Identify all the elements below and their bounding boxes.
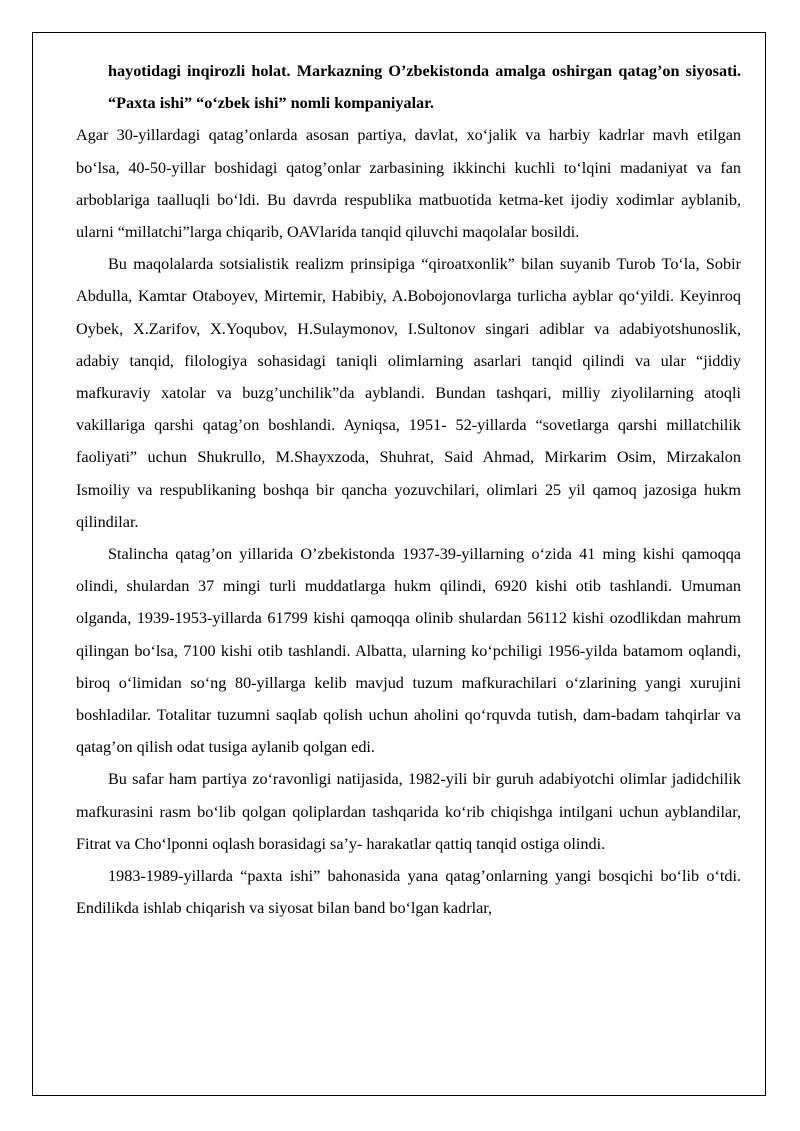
- paragraph-5: 1983-1989-yillarda “paxta ishi” bahonasida yana qatag’onlarning yangi bosqichi bo‘lib o‘tdi. Endilikda ishlab chiqarish va siyosat bilan band bo‘lgan kadrlar,: [76, 867, 741, 918]
- section-heading: hayotidagi inqirozli holat. Markazning O’zbekistonda amalga oshirgan qatag’on siyosati. “Paxta ishi” “o‘zbek ishi” nomli kompaniyalar.: [108, 62, 741, 113]
- paragraph-4: Bu safar ham partiya zo‘ravonligi natijasida, 1982-yili bir guruh adabiyotchi olimlar jadidchilik mafkurasini rasm bo‘lib qolgan qoliplardan tashqarida ko‘rib chiqishga intilgani uchun ayblandilar, Fitrat va Cho‘lponni oqlash borasidagi sa’y- harakatlar qattiq tanqid ostiga olindi.: [76, 770, 741, 853]
- paragraph-1: Agar 30-yillardagi qatag’onlarda asosan partiya, davlat, xo‘jalik va harbiy kadrlar mavh etilgan bo‘lsa, 40-50-yillar boshidagi qatog’onlar zarbasining ikkinchi kuchli to‘lqini madaniyat va fan arboblariga taalluqli bo‘ldi. Bu davrda respublika matbuotida ketma-ket ijodiy xodimlar ayblanib, ularni “millatchi”larga chiqarib, OAVlarida tanqid qiluvchi maqolalar bosildi.: [76, 126, 741, 242]
- paragraph-2: Bu maqolalarda sotsialistik realizm prinsipiga “qiroatxonlik” bilan suyanib Turob To‘la, Sobir Abdulla, Kamtar Otaboyev, Mirtemir, Habibiy, A.Bobojonovlarga turlicha ayblar qo‘yildi. Keyinroq Oybek, X.Zarifov, X.Yoqubov, H.Sulaymonov, I.Sultonov singari adiblar va adabiyotshunoslik, adabiy tanqid, filologiya sohasidagi taniqli olimlarning asarlari tanqid qilindi va ular “jiddiy mafkuraviy xatolar va buzg’unchilik”da ayblandi. Bundan tashqari, milliy ziyolilarning atoqli vakillariga qarshi qatag’on boshlandi. Ayniqsa, 1951- 52-yillarda “sovetlarga qarshi millatchilik faoliyati” uchun Shukrullo, M.Shayxzoda, Shuhrat, Said Ahmad, Mirkarim Osim, Mirzakalon Ismoiliy va respublikaning boshqa bir qancha yozuvchilari, olimlari 25 yil qamoq jazosiga hukm qilindilar.: [76, 255, 741, 531]
- paragraph-3: Stalincha qatag’on yillarida O’zbekistonda 1937-39-yillarning o‘zida 41 ming kishi qamoqqa olindi, shulardan 37 mingi turli muddatlarga hukm qilindi, 6920 kishi otib tashlandi. Umuman olganda, 1939-1953-yillarda 61799 kishi qamoqqa olinib shulardan 56112 kishi ozodlikdan mahrum qilingan bo‘lsa, 7100 kishi otib tashlandi. Albatta, ularning ko‘pchiligi 1956-yilda batamom oqlandi, biroq o‘limidan so‘ng 80-yillarga kelib mavjud tuzum mafkurachilari o‘zlarining yangi xurujini boshladilar. Totalitar tuzumni saqlab qolish uchun aholini qo‘rquvda tutish, dam-badam tahqirlar va qatag’on qilish odat tusiga aylanib qolgan edi.: [76, 545, 741, 757]
- document-body: [76, 55, 741, 924]
